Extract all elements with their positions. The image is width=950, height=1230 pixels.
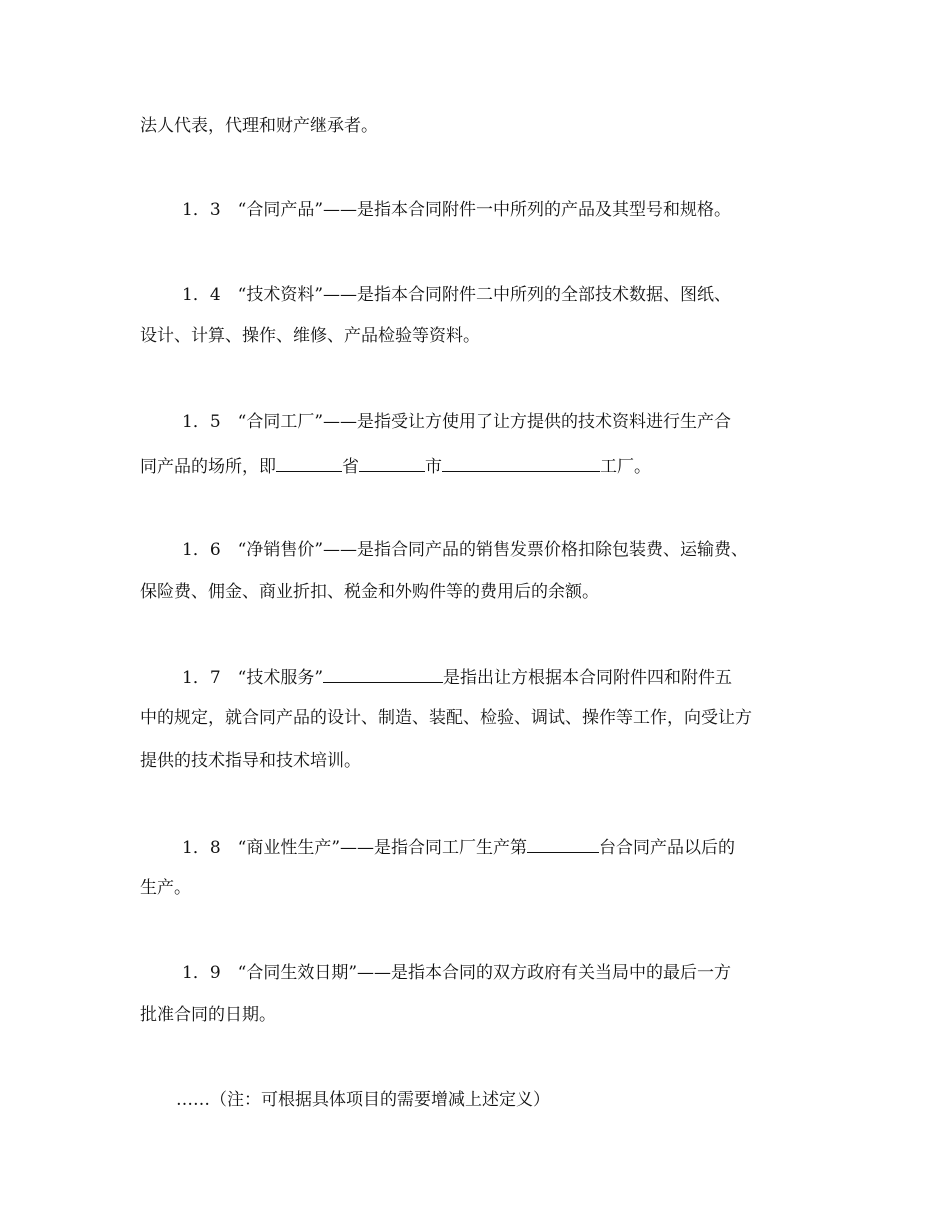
clause-1-4-line-2 (140, 324, 480, 348)
text-line: 中的规定，就合同产品的设计、制造、装配、检验、调试、操作等工作，向受让方 (140, 708, 752, 728)
text-line: 1．5 “合同工厂”——是指受让方使用了让方提供的技术资料进行生产合 (182, 412, 732, 432)
text-line: ……（注：可根据具体项目的需要增减上述定义） (176, 1090, 550, 1110)
clause-1-3 (182, 198, 731, 222)
blank-province (276, 453, 342, 472)
text-line: 保险费、佣金、商业折扣、税金和外购件等的费用后的余额。 (140, 582, 599, 602)
text-segment: 市 (425, 457, 442, 477)
blank-city (359, 453, 425, 472)
blank-technical-service (323, 664, 443, 683)
text-segment: 1．7 “技术服务” (182, 668, 324, 688)
text-line: 生产。 (140, 878, 191, 898)
text-segment: 是指出让方根据本合同附件四和附件五 (443, 668, 733, 688)
text-line: 批准合同的日期。 (140, 1005, 276, 1025)
text-line: 法人代表，代理和财产继承者。 (140, 116, 378, 136)
clause-1-7-line-2 (140, 706, 752, 730)
clause-1-7-line-3 (140, 749, 361, 773)
clause-1-6-line-1 (182, 538, 748, 562)
clause-1-8-line-1 (182, 834, 735, 860)
clause-1-9-line-1 (182, 961, 731, 985)
clause-1-5-line-2 (140, 453, 651, 479)
clause-1-7-line-1 (182, 664, 732, 690)
text-segment: 同产品的场所，即 (140, 457, 276, 477)
editor-note (176, 1088, 550, 1112)
text-segment: 工厂。 (600, 457, 651, 477)
text-line: 1．4 “技术资料”——是指本合同附件二中所列的全部技术数据、图纸、 (182, 285, 732, 305)
clause-1-8-line-2 (140, 876, 191, 900)
clause-1-4-line-1 (182, 283, 731, 307)
text-line: 1．3 “合同产品”——是指本合同附件一中所列的产品及其型号和规格。 (182, 200, 732, 220)
text-segment: 1．8 “商业性生产”——是指合同工厂生产第 (182, 838, 528, 858)
text-segment: 台合同产品以后的 (599, 838, 736, 858)
text-line: 提供的技术指导和技术培训。 (140, 751, 361, 771)
paragraph-continuation (140, 114, 378, 138)
blank-unit-count (527, 834, 599, 853)
blank-factory (442, 453, 600, 472)
text-line: 设计、计算、操作、维修、产品检验等资料。 (140, 326, 480, 346)
text-line: 1．9 “合同生效日期”——是指本合同的双方政府有关当局中的最后一方 (182, 963, 732, 983)
text-line: 1．6 “净销售价”——是指合同产品的销售发票价格扣除包装费、运输费、 (182, 540, 749, 560)
clause-1-6-line-2 (140, 580, 599, 604)
text-segment: 省 (342, 457, 359, 477)
clause-1-5-line-1 (182, 410, 731, 434)
clause-1-9-line-2 (140, 1003, 276, 1027)
